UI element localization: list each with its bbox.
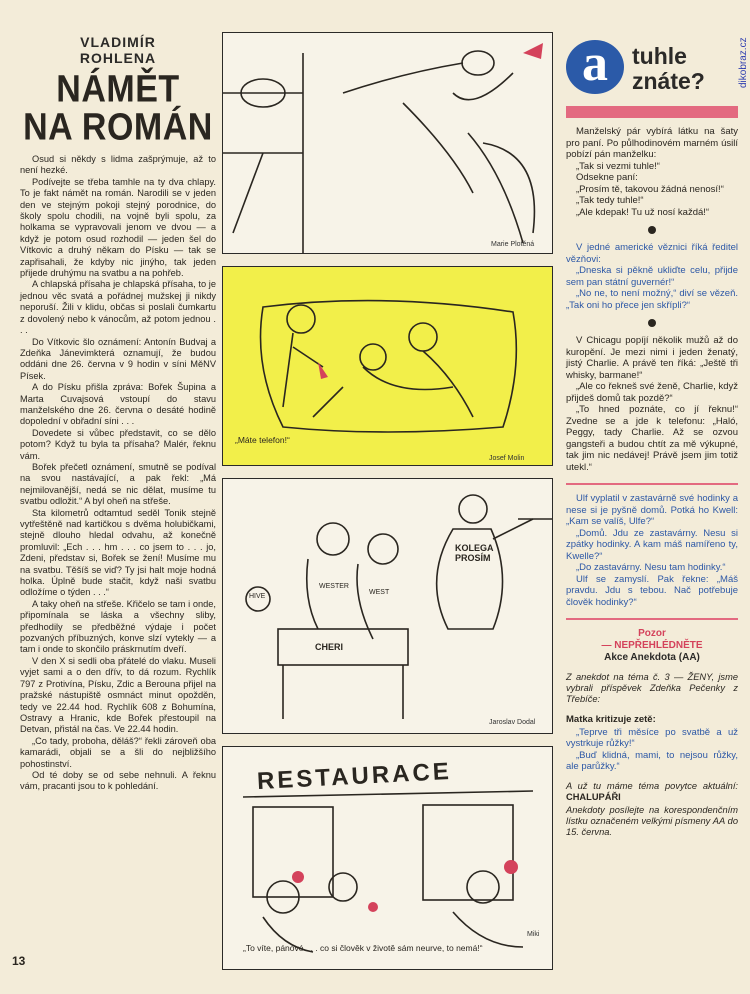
jokes-heading: tuhle znáte?	[632, 43, 705, 94]
page-number: 13	[12, 954, 26, 968]
notice-line-3: Akce Anekdota (AA)	[604, 652, 700, 663]
closing-instructions: Anekdoty posílejte na korespondenčním lístku označeném velkými písmeny AA do 15. června.	[566, 805, 738, 838]
paragraph: Sta kilometrů odtamtud seděl Tonik stejně vytřeštěně nad kartičkou s dvěma holubičkami, stejně dlouho hledal odvahu, až konečně promluvil: „Ech . . . hm . . . co jsem to . . . jo, Zdeni, představ si, Bořek se žení! Musíme mu na svatbu. Těšíš se viď? Ty jsi halt moje hodná holka. Úplně bude stačit, když naši svatbu odložíme o týden . . .“	[20, 507, 216, 598]
paragraph: Manželský pár vybírá látku na šaty pro paní. Po půlhodinovém marném úsilí pobízí pán manželku:	[566, 126, 738, 160]
restaurant-sign: RESTAURACE	[256, 757, 453, 796]
anekdota-heading: Matka kritizuje zetě:	[566, 713, 656, 725]
cartoon-credit: Marie Plotěná	[491, 241, 535, 248]
paragraph: V Chicagu popíjí několik mužů až do kuropění. Je mezi nimi i jeden ženatý, jistý Charlie. A právě ten říká: „Ještě tři whisky, barmane!“	[566, 335, 738, 381]
waiter-illustration	[223, 479, 553, 734]
author-last-name: ROHLENA	[79, 50, 157, 66]
notice-box	[566, 628, 738, 664]
paragraph: A do Písku přišla zpráva: Bořek Šupina a Marta Cuvajsová vstoupí do stavu manželského dne 26. června o desáté hodině dopolední v obřadní síni . . .	[20, 382, 216, 427]
paragraph: „Prosím tě, takovou žádná nenosí!“	[576, 183, 724, 195]
waiter-shirt-label: KOLEGA PROSÍM	[455, 543, 494, 563]
section-badge-a-icon: a	[566, 40, 624, 94]
cartoon-caption: „Máte telefon!“	[235, 435, 290, 445]
cartoon-waiter	[222, 478, 553, 734]
paragraph: Odsekne paní:	[576, 172, 638, 183]
bag-label-cheri: CHERI	[315, 642, 344, 652]
notice-line-2: — NEPŘEHLÉDNĚTE	[601, 640, 703, 651]
cartoon-telephone	[222, 266, 553, 466]
paragraph: „Domů. Jdu ze zastavárny. Nesu si zpátky hodinky. A kam máš namířeno ty, Kwelle?“	[566, 527, 738, 562]
next-topic-word: CHALUPÁŘI	[566, 791, 621, 802]
jokes-header	[566, 35, 738, 100]
shirt-label-hive: HIVE	[249, 593, 266, 600]
notice-line-1: Pozor	[638, 628, 666, 639]
cartoon-credit: Jaroslav Dodal	[489, 719, 536, 726]
boxer-illustration	[223, 33, 553, 254]
joke-fabric	[566, 126, 738, 218]
paragraph: „Tak tedy tuhle!“	[576, 195, 644, 206]
next-topic-text: A už tu máme téma povytce aktuální:	[566, 780, 738, 791]
anekdota-joke	[566, 727, 738, 773]
paragraph: „Ale co řekneš své ženě, Charlie, když přijdeš domů tak pozdě?“	[566, 381, 738, 404]
paragraph: Bořek přečetl oznámení, smutně se podíval na svou nastávající, a pak řekl: „Má nejmilovanější, nedá se nic dělat, musíme tu svatbu odložit.“ A byl oheň na střeše.	[20, 461, 216, 507]
paragraph: A chlapská přísaha je chlapská přísaha, to je jednou věc svatá a pořádnej mužskej ji nikdy neporuší. Žili v klidu, občas si poslali čumkartu z dovolený nebo k vánocům, až potom jednou . . .	[20, 279, 216, 336]
story-column	[20, 34, 216, 793]
paragraph: „Teprve tři měsíce po svatbě a už vystrkuje růžky!“	[566, 726, 738, 750]
paragraph: Osud si někdy s lidma zašprýmuje, až to není hezké.	[20, 154, 216, 176]
paragraph: Do Vítkovic šlo oznámení: Antonín Budvaj a Zdeňka Jánevimkterá oznamují, že budou oddáni dne 26. června v 9 hodin v síni MěNV Písek.	[20, 336, 216, 381]
story-body	[20, 154, 216, 793]
paragraph: V jedné americké věznici říká ředitel vězňovi:	[566, 242, 738, 265]
paragraph: „Buď klidná, mami, to nejsou růžky, ale parůžky.“	[566, 749, 738, 773]
author-name	[20, 34, 216, 66]
paragraph: V den X si sedli oba přátelé do vlaku. Museli vyjet sami a o den dřív, to dá rozum. Rychlík 797 z Protivína, Písku, Zdic a Berouna přijel na pražské nástupiště osmnáct minut opožděn, tedy ve 22.44 hod. Rychlík 608 z Bohumína, Ostravy a Hranic, kde Bořek přestoupil na Detvan, přistál na čas. Ve 22.44 hodin.	[20, 655, 216, 735]
cartoon-caption: „To víte, pánové . . . co si člověk v životě sám neurve, to nemá!“	[243, 943, 483, 953]
story-title	[20, 67, 216, 149]
paragraph: „Tak si vezmi tuhle!“	[576, 160, 660, 172]
story-title-line-2: NA ROMÁN	[23, 105, 213, 149]
cartoon-restaurant	[222, 746, 553, 970]
story-title-line-1: NÁMĚT	[56, 67, 180, 111]
shirt-label-west: WEST	[369, 589, 390, 596]
bullet-icon	[648, 226, 656, 234]
shirt-label-wester: WESTER	[319, 583, 349, 590]
paragraph: „Do zastavárny. Nesu tam hodinky.“	[576, 562, 726, 573]
paragraph: „Co tady, proboha, děláš?“ řekli zároveň oba kamarádi, objali se a šli do nejbližšího pohostinství.	[20, 735, 216, 769]
paragraph: Ulf vyplatil v zastavárně své hodinky a nese si je pyšně domů. Potká ho Kwell: „Kam se valíš, Ulfe?“	[566, 493, 738, 527]
paragraph: „Dneska si pěkně ukliďte celu, přijde sem pan státní guvernér!“	[566, 265, 738, 288]
section-divider	[566, 618, 738, 620]
paragraph: Dovedete si vůbec představit, co se dělo potom? Když tu byla ta přísaha? Malér, řeknu vám.	[20, 427, 216, 461]
jokes-column	[566, 35, 738, 839]
cartoon-credit: Josef Molin	[489, 455, 525, 462]
paragraph: Ulf se zamyslí. Pak řekne: „Máš pravdu. Jdu s tebou. Nač potřebuje člověk hodinky?“	[566, 573, 738, 608]
paragraph: „To hned poznáte, co jí řeknu!“ Zvedne se a jde k telefonu: „Haló, Peggy, tady Charlie. Až se ozvou gangsteři a budou chtít za mě výkupné, tak jim nic nedávej! Právě jsem jim totiž utekl.“	[566, 404, 738, 473]
next-topic	[566, 781, 738, 803]
site-watermark	[738, 8, 750, 88]
paragraph: „Ale kdepak! Tu už nosí každá!“	[576, 206, 710, 218]
section-divider	[566, 483, 738, 485]
joke-pawnshop	[566, 493, 738, 608]
joke-prison	[566, 242, 738, 311]
site-watermark-text: dikobraz.cz	[738, 37, 749, 88]
cartoon-credit: Miki	[527, 931, 540, 938]
paragraph: A taky oheň na střeše. Křičelo se tam i onde, připomínala se láska a všechny sliby, předhodily se předběžné výdaje i počet pozvaných příbuzných, konve slzí vytekly — a tam i onde to skončilo práskrnutím dveří.	[20, 598, 216, 655]
header-divider	[566, 106, 738, 118]
cartoon-boxer	[222, 32, 553, 254]
anekdota-intro: Z anekdot na téma č. 3 — ŽENY, jsme vybrali příspěvek Zdeňka Pečenky z Třebíče:	[566, 672, 738, 705]
paragraph: Podívejte se třeba tamhle na ty dva chlapy. To je fakt námět na román. Narodili se v jeden den ve stejným pokoji stejný porodnice, do školy spolu chodili, na vojně byli spolu, za holkama se vypravovali jenom ve dvou — a když je potom osud rozhodil — jeden šel do Vítkovic a druhý někam do Písku — tak se zapřisahali, že kdyby nic jinýho, tak jeden přijede druhýmu na svatbu a na pohřeb.	[20, 176, 216, 279]
restaurant-illustration	[223, 747, 553, 970]
bullet-icon	[648, 319, 656, 327]
paragraph: „No ne, to není možný,“ diví se vězeň. „Tak oni ho přece jen skřípli?“	[566, 288, 738, 311]
author-first-name: VLADIMÍR	[80, 34, 156, 50]
joke-chicago	[566, 335, 738, 473]
paragraph: Od té doby se od sebe nehnuli. A řeknu vám, pracanti jsou to k pohledání.	[20, 769, 216, 792]
